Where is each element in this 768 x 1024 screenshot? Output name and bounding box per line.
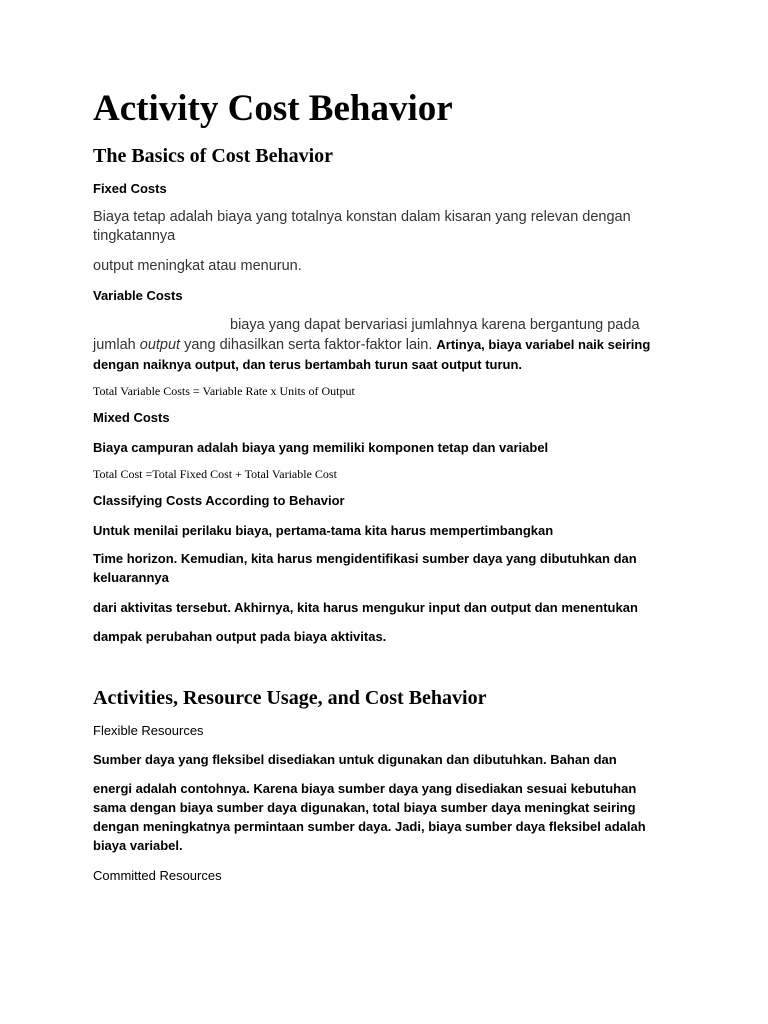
fixed-costs-text-1: Biaya tetap adalah biaya yang totalnya konstan dalam kisaran yang relevan dengan tingkatannya <box>93 209 631 244</box>
classifying-text-3: dari aktivitas tersebut. Akhirnya, kita harus mengukur input dan output dan menentukan <box>93 600 638 615</box>
section-heading-activities: Activities, Resource Usage, and Cost Behavior <box>93 687 487 709</box>
variable-costs-label: Variable Costs <box>93 288 183 303</box>
flexible-resources-text-2: energi adalah contohnya. Karena biaya sumber daya yang disediakan sesuai kebutuhan sama dengan biaya sumber daya digunakan, total biaya sumber daya meningkat seiring dengan meningkatnya permintaan sumber daya. Jadi, biaya sumber daya fleksibel adalah biaya variabel. <box>93 781 646 853</box>
committed-resources-label: Committed Resources <box>93 868 222 883</box>
classifying-costs-label: Classifying Costs According to Behavior <box>93 493 345 508</box>
variable-costs-formula: Total Variable Costs = Variable Rate x Units of Output <box>93 384 355 398</box>
flexible-resources-label: Flexible Resources <box>93 723 204 738</box>
mixed-costs-text: Biaya campuran adalah biaya yang memiliki komponen tetap dan variabel <box>93 440 549 455</box>
mixed-costs-label: Mixed Costs <box>93 410 170 425</box>
variable-costs-text-1: biaya yang dapat bervariasi jumlahnya karena bergantung pada <box>230 317 640 333</box>
classifying-text-4: dampak perubahan output pada biaya aktivitas. <box>93 629 387 644</box>
fixed-costs-label: Fixed Costs <box>93 181 167 196</box>
fixed-costs-text-2: output meningkat atau menurun. <box>93 258 302 274</box>
classifying-text-1: Untuk menilai perilaku biaya, pertama-tama kita harus mempertimbangkan <box>93 523 554 538</box>
variable-costs-text-2: jumlah output yang dihasilkan serta faktor-faktor lain. Artinya, biaya variabel naik seiring dengan naiknya output, dan terus bertambah turun saat output turun. <box>93 337 651 372</box>
mixed-costs-formula: Total Cost =Total Fixed Cost + Total Variable Cost <box>93 467 337 481</box>
document-title: Activity Cost Behavior <box>93 88 453 129</box>
flexible-resources-text-1: Sumber daya yang fleksibel disediakan untuk digunakan dan dibutuhkan. Bahan dan <box>93 752 617 767</box>
classifying-text-2: Time horizon. Kemudian, kita harus mengidentifikasi sumber daya yang dibutuhkan dan keluarannya <box>93 551 637 585</box>
section-heading-basics: The Basics of Cost Behavior <box>93 145 333 167</box>
